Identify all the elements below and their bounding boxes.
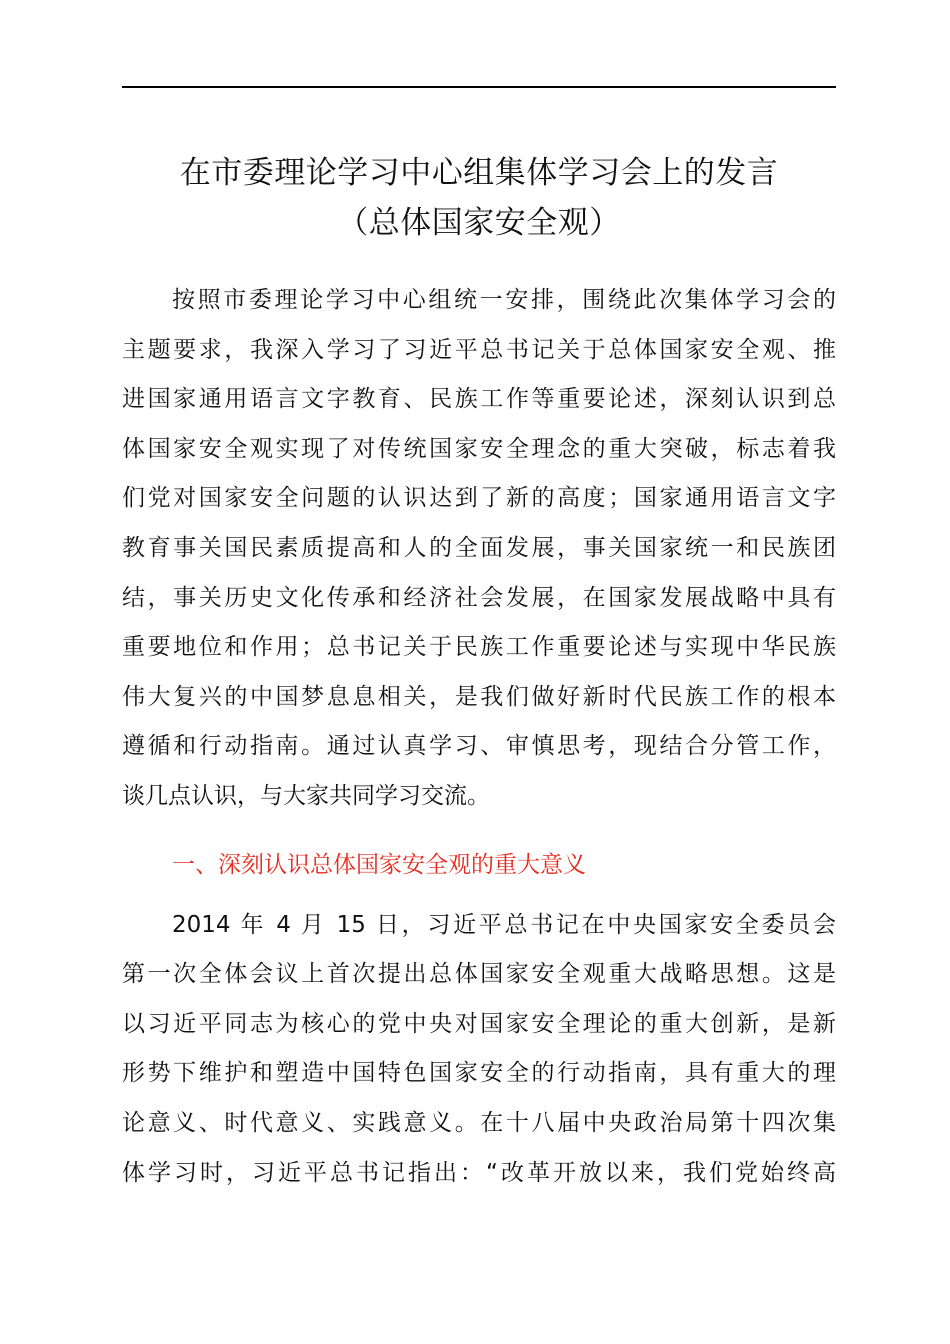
paragraph-intro bbox=[122, 276, 836, 822]
text-line: 遵循和行动指南。通过认真学习、审慎思考，现结合分管工作， bbox=[122, 733, 836, 760]
text-line: 伟大复兴的中国梦息息相关，是我们做好新时代民族工作的根本 bbox=[122, 683, 836, 710]
text-line: 进国家通用语言文字教育、民族工作等重要论述，深刻认识到总 bbox=[122, 386, 836, 413]
text-line: 论意义、时代意义、实践意义。在十八届中央政治局第十四次集 bbox=[122, 1109, 836, 1136]
title-block bbox=[122, 148, 836, 248]
text-line: 体国家安全观实现了对传统国家安全理念的重大突破，标志着我 bbox=[122, 435, 836, 462]
header-rule bbox=[122, 86, 836, 88]
text-line: 们党对国家安全问题的认识达到了新的高度；国家通用语言文字 bbox=[122, 485, 836, 512]
page-title: 在市委理论学习中心组集体学习会上的发言 bbox=[179, 155, 779, 191]
text-line: 结，事关历史文化传承和经济社会发展，在国家发展战略中具有 bbox=[122, 584, 836, 611]
text-line: 重要地位和作用；总书记关于民族工作重要论述与实现中华民族 bbox=[122, 634, 836, 661]
paragraph-section1 bbox=[122, 901, 836, 1199]
text-line: 体学习时，习近平总书记指出：“改革开放以来，我们党始终高 bbox=[122, 1159, 836, 1186]
text-line: 形势下维护和塑造中国特色国家安全的行动指南，具有重大的理 bbox=[122, 1060, 836, 1087]
text-line: 以习近平同志为核心的党中央对国家安全理论的重大创新，是新 bbox=[122, 1010, 836, 1037]
page-subtitle: （总体国家安全观） bbox=[337, 205, 621, 241]
text-line: 2014 年 4 月 15 日，习近平总书记在中央国家安全委员会 bbox=[172, 911, 836, 938]
document-body bbox=[122, 276, 836, 1198]
text-line: 教育事关国民素质提高和人的全面发展，事关国家统一和民族团 bbox=[122, 534, 836, 561]
section-heading: 一、深刻认识总体国家安全观的重大意义 bbox=[172, 851, 586, 878]
text-line: 谈几点认识，与大家共同学习交流。 bbox=[122, 782, 490, 809]
text-line: 主题要求，我深入学习了习近平总书记关于总体国家安全观、推 bbox=[122, 336, 836, 363]
text-line: 第一次全体会议上首次提出总体国家安全观重大战略思想。这是 bbox=[122, 961, 836, 988]
text-line: 按照市委理论学习中心组统一安排，围绕此次集体学习会的 bbox=[172, 287, 836, 313]
